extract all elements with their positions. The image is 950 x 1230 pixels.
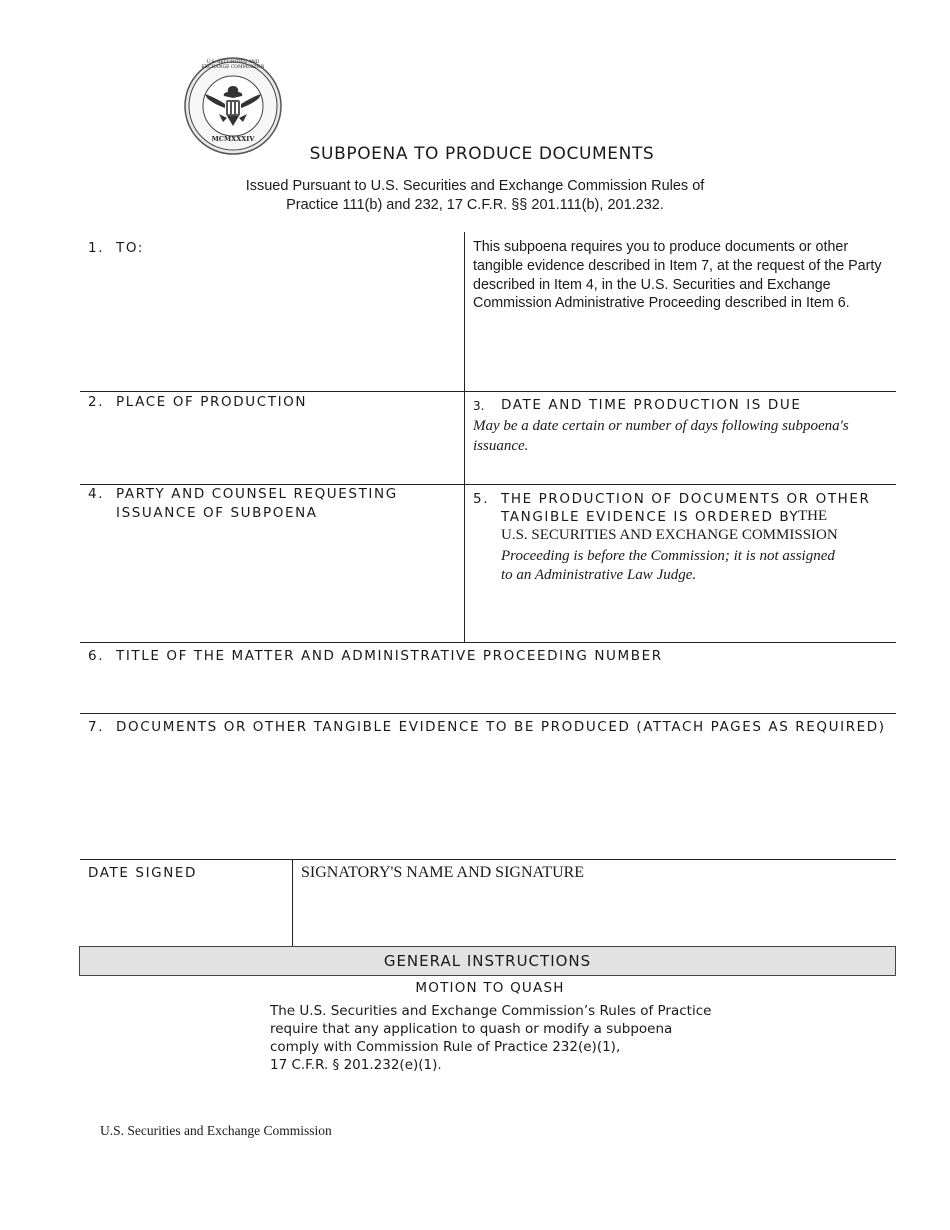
- item5-label-line2b: THE: [798, 508, 828, 524]
- item3-note: May be a date certain or number of days following subpoena's issuance.: [473, 418, 849, 454]
- item6-label: TITLE OF THE MATTER AND ADMINISTRATIVE PROCEEDING NUMBER: [116, 648, 663, 664]
- item6-number: 6.: [88, 648, 105, 664]
- item5-note-line2: to an Administrative Law Judge.: [501, 567, 697, 583]
- item4-field[interactable]: [80, 485, 464, 642]
- item2-field[interactable]: [80, 392, 464, 484]
- footer-agency: U.S. Securities and Exchange Commission: [100, 1123, 332, 1138]
- item2-label: PLACE OF PRODUCTION: [116, 394, 308, 410]
- item1-label: TO:: [116, 240, 144, 256]
- item4-number: 4.: [88, 486, 105, 502]
- item5-label-line2a: TANGIBLE EVIDENCE IS ORDERED BY: [501, 509, 800, 525]
- subtitle-line2: Practice 111(b) and 232, 17 C.F.R. §§ 201.111(b), 201.232.: [286, 197, 664, 213]
- general-instructions-bar: [79, 946, 896, 976]
- item5-section: [465, 485, 896, 642]
- instructions-line2: require that any application to quash or modify a subpoena: [270, 1021, 673, 1037]
- general-instructions-heading: GENERAL INSTRUCTIONS: [383, 952, 592, 970]
- item7-label: DOCUMENTS OR OTHER TANGIBLE EVIDENCE TO BE PRODUCED (ATTACH PAGES AS REQUIRED): [116, 719, 886, 735]
- motion-to-quash-heading: MOTION TO QUASH: [415, 980, 565, 996]
- item4-label-line1: PARTY AND COUNSEL REQUESTING: [116, 486, 398, 502]
- signatory-field[interactable]: [293, 860, 896, 946]
- item5-note-line1: Proceeding is before the Commission; it is not assigned: [501, 548, 835, 564]
- item3-field[interactable]: [465, 392, 896, 484]
- instructions-line4: 17 C.F.R. § 201.232(e)(1).: [270, 1057, 442, 1073]
- item5-label-line1: THE PRODUCTION OF DOCUMENTS OR OTHER: [501, 491, 871, 507]
- item2-number: 2.: [88, 394, 105, 410]
- sec-seal: [183, 56, 283, 156]
- date-signed-label: DATE SIGNED: [88, 865, 198, 881]
- item1-field[interactable]: [80, 232, 464, 391]
- item7-field[interactable]: [80, 714, 896, 859]
- page-title: SUBPOENA TO PRODUCE DOCUMENTS: [309, 144, 655, 164]
- seal-year: MCMXXXIV: [211, 135, 255, 143]
- item3-number: 3.: [473, 399, 485, 413]
- date-signed-field[interactable]: [80, 860, 292, 946]
- item6-field[interactable]: [80, 643, 896, 713]
- instructions-line3: comply with Commission Rule of Practice 232(e)(1),: [270, 1039, 621, 1055]
- subtitle-line1: Issued Pursuant to U.S. Securities and Exchange Commission Rules of: [245, 178, 705, 194]
- item3-label: DATE AND TIME PRODUCTION IS DUE: [501, 397, 802, 413]
- item1-number: 1.: [88, 240, 105, 256]
- subpoena-notice: This subpoena requires you to produce documents or other tangible evidence described in Item 7, at the request of the Party described in Item 4, in the U.S. Securities and Exchange Commission Administrative Proceeding described in Item 6.: [473, 239, 882, 312]
- instructions-line1: The U.S. Securities and Exchange Commission’s Rules of Practice: [270, 1003, 712, 1019]
- signatory-label: SIGNATORY'S NAME AND SIGNATURE: [301, 864, 585, 881]
- item5-label-line3: U.S. SECURITIES AND EXCHANGE COMMISSION: [501, 527, 838, 543]
- item4-label-line2: ISSUANCE OF SUBPOENA: [116, 505, 318, 521]
- item7-number: 7.: [88, 719, 105, 735]
- seal-ring-text: U.S. SECURITIES AND EXCHANGE COMMISSION: [201, 60, 265, 70]
- item5-number: 5.: [473, 491, 490, 507]
